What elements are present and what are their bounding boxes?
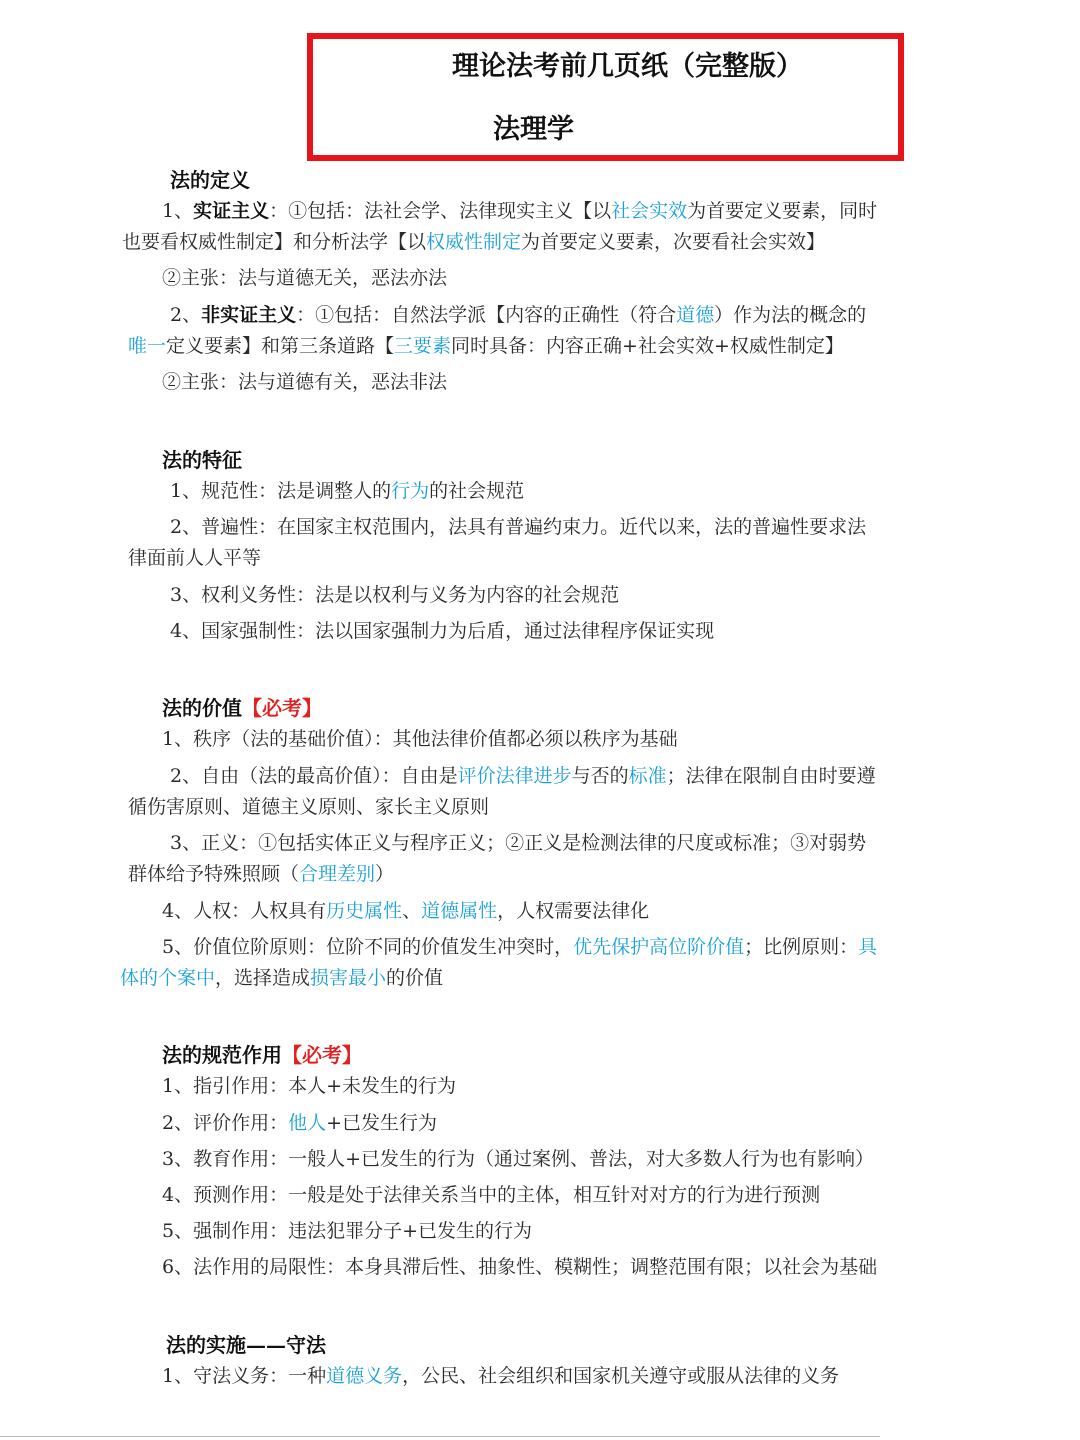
features-line-5: 4、国家强制性：法以国家强制力为后盾，通过法律程序保证实现 <box>170 620 715 642</box>
definition-line-6: ②主张：法与道德有关，恶法非法 <box>162 371 448 393</box>
values-line-7: 5、价值位阶原则：位阶不同的价值发生冲突时，优先保护高位阶价值；比例原则：具 <box>162 936 878 958</box>
highlight: 道德义务 <box>326 1365 403 1387</box>
highlight: 道德属性 <box>421 900 498 922</box>
values-line-2: 2、自由（法的最高价值）：自由是评价法律进步与否的标准；法律在限制自由时要遵 <box>170 765 876 787</box>
highlight: 体的个案中 <box>120 967 216 989</box>
values-line-8: 体的个案中，选择造成损害最小的价值 <box>120 967 444 989</box>
definition-line-2: 也要看权威性制定】和分析法学【以权威性制定为首要定义要素，次要看社会实效】 <box>122 231 826 253</box>
section-heading-implementation: 法的实施——守法 <box>166 1333 326 1357</box>
highlight: 行为 <box>391 480 430 502</box>
values-line-4: 3、正义：①包括实体正义与程序正义；②正义是检测法律的尺度或标准；③对弱势 <box>170 832 867 854</box>
features-line-4: 3、权利义务性：法是以权利与义务为内容的社会规范 <box>170 584 620 606</box>
highlight: 唯一 <box>128 335 167 357</box>
highlight: 三要素 <box>394 335 452 357</box>
normative-line-6: 6、法作用的局限性：本身具滞后性、抽象性、模糊性；调整范围有限；以社会为基础 <box>162 1256 878 1278</box>
values-line-6: 4、人权：人权具有历史属性、道德属性，人权需要法律化 <box>162 900 650 922</box>
section-heading-values: 法的价值【必考】 <box>162 696 322 720</box>
definition-line-3: ②主张：法与道德无关，恶法亦法 <box>162 267 448 289</box>
features-line-2: 2、普遍性：在国家主权范围内，法具有普遍约束力。近代以来，法的普遍性要求法 <box>170 516 867 538</box>
bottom-divider <box>0 1436 880 1437</box>
definition-line-5: 唯一定义要素】和第三条道路【三要素同时具备：内容正确+社会实效+权威性制定】 <box>128 335 844 357</box>
term-non-positivism: 非实证主义 <box>201 304 297 326</box>
features-line-3: 律面前人人平等 <box>128 547 262 569</box>
document-subtitle: 法理学 <box>493 114 574 145</box>
highlight: 评价法律进步 <box>457 765 572 787</box>
values-line-1: 1、秩序（法的基础价值）：其他法律价值都必须以秩序为基础 <box>162 728 678 750</box>
definition-line-4: 2、非实证主义：①包括：自然法学派【内容的正确性（符合道德）作为法的概念的 <box>170 304 867 326</box>
features-line-1: 1、规范性：法是调整人的行为的社会规范 <box>170 480 525 502</box>
implementation-line-1: 1、守法义务：一种道德义务，公民、社会组织和国家机关遵守或服从法律的义务 <box>162 1365 840 1387</box>
document-title: 理论法考前几页纸（完整版） <box>452 51 803 82</box>
term-positivism: 实证主义 <box>193 200 270 222</box>
highlight: 损害最小 <box>310 967 387 989</box>
section-heading-features: 法的特征 <box>162 448 242 472</box>
highlight: 他人 <box>288 1112 327 1134</box>
section-heading-definition: 法的定义 <box>170 168 250 192</box>
normative-line-2: 2、评价作用：他人+已发生行为 <box>162 1112 438 1134</box>
highlight: 具 <box>858 936 878 958</box>
normative-line-4: 4、预测作用：一般是处于法律关系当中的主体，相互针对对方的行为进行预测 <box>162 1184 821 1206</box>
highlight: 标准 <box>628 765 667 787</box>
highlight: 道德 <box>676 304 715 326</box>
highlight: 合理差别 <box>299 863 376 885</box>
values-line-5: 群体给予特殊照顾（合理差别） <box>128 863 395 885</box>
must-tag: 【必考】 <box>242 696 322 720</box>
normative-line-5: 5、强制作用：违法犯罪分子+已发生的行为 <box>162 1220 533 1242</box>
highlight: 优先保护高位阶价值 <box>573 936 745 958</box>
highlight: 历史属性 <box>326 900 403 922</box>
highlight: 权威性制定 <box>426 231 522 253</box>
normative-line-1: 1、指引作用：本人+未发生的行为 <box>162 1075 457 1097</box>
highlight: 社会实效 <box>611 200 688 222</box>
normative-line-3: 3、教育作用：一般人+已发生的行为（通过案例、普法，对大多数人行为也有影响） <box>162 1148 875 1170</box>
must-tag: 【必考】 <box>282 1043 362 1067</box>
section-heading-normative: 法的规范作用【必考】 <box>162 1043 362 1067</box>
definition-line-1: 1、实证主义：①包括：法社会学、法律现实主义【以社会实效为首要定义要素，同时 <box>162 200 878 222</box>
values-line-3: 循伤害原则、道德主义原则、家长主义原则 <box>128 796 490 818</box>
